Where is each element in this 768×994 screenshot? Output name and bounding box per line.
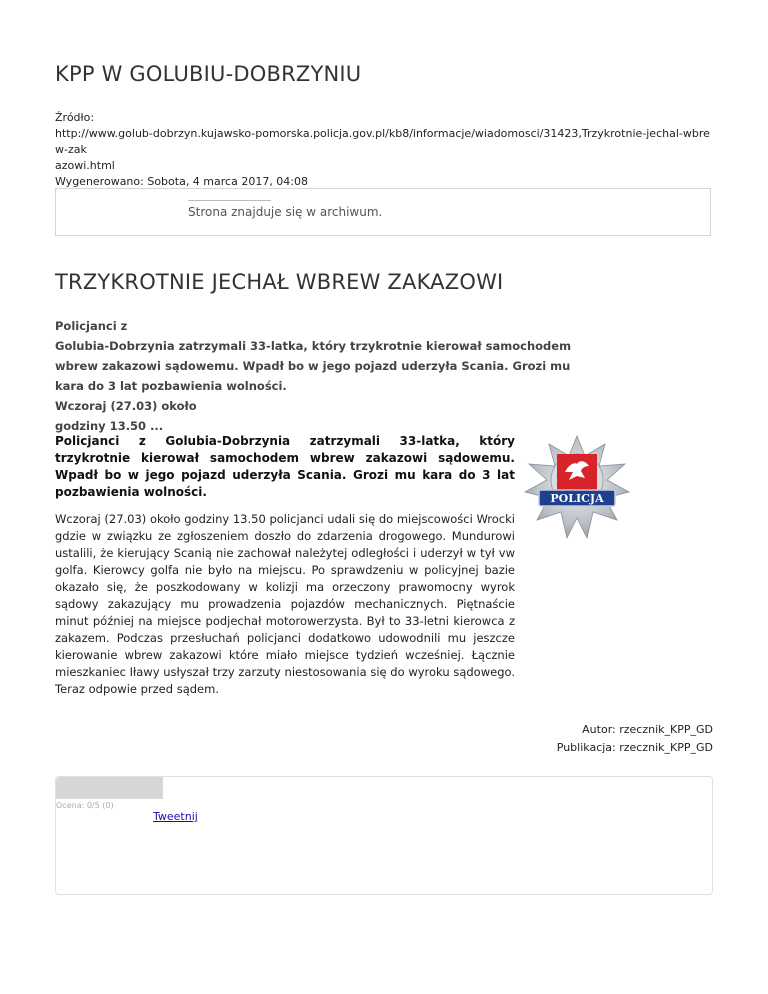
police-badge-image [519,434,635,542]
archive-notice: Strona znajduje się w archiwum. [188,205,383,219]
lead-line: kara do 3 lat pozbawienia wolności. [55,379,287,393]
site-title: KPP W GOLUBIU-DOBRZYNIU [55,62,362,86]
lead-line: godziny 13.50 ... [55,419,164,433]
article-intro: Policjanci z Golubia-Dobrzynia zatrzymali 33-latka, który trzykrotnie kierował samochodem wbrew zakazowi sądowemu. Wpadł bo w jego pojazd uderzyła Scania. Grozi mu kara do 3 lat pozbawienia wolności. [55,434,515,499]
article-body: Wczoraj (27.03) około godziny 13.50 policjanci udali się do miejscowości Wrocki gdzie w związku ze zgłoszeniem doszło do zdarzenia drogowego. Mundurowi ustalili, że kierujący Scanią nie zachował należytej odległości i uderzył w tył vw golfa. Kierowcy golfa nie było na miejscu. Po sprawdzeniu w policyjnej bazie okazało się, że poszkodowany w kolizji ma orzeczony prawomocny wyrok sądowy zakazujący mu prowadzenia pojazdów mechanicznych. Piętnaście minut później na miejsce podjechał motorowerzysta. Był to 33-letni kierowca z zakazem. Podczas przesłuchań policjanci dodatkowo udowodnili mu jeszcze kierowanie wbrew zakazowi które miało miejsce tydzień wcześniej. Łącznie mieszkaniec Iławy usłyszał trzy zarzuty niestosowania się do wyroku sądowego. Teraz odpowie przed sądem. [55,512,515,696]
article-title: TRZYKROTNIE JECHAŁ WBREW ZAKAZOWI [55,270,504,294]
lead-line: wbrew zakazowi sądowemu. Wpadł bo w jego pojazd uderzyła Scania. Grozi mu [55,359,571,373]
rating-box [55,776,713,895]
rating-label: Ocena: 0/5 (0) [56,801,114,810]
article-lead [55,316,595,436]
badge-label: POLICJA [550,492,604,505]
publication: Publikacja: rzecznik_KPP_GD [556,741,713,754]
tweet-link[interactable]: Tweetnij [153,810,198,823]
divider [188,200,271,201]
source-url[interactable]: http://www.golub-dobrzyn.kujawsko-pomorska.policja.gov.pl/kb8/informacje/wiadomosci/31423,Trzykrotnie-jechal-wbrew-zak azowi.html [55,127,710,172]
generated-date: Wygenerowano: Sobota, 4 marca 2017, 04:08 [55,175,309,188]
source-meta [55,110,715,190]
source-label: Źródło: [55,111,95,124]
lead-line: Golubia-Dobrzynia zatrzymali 33-latka, który trzykrotnie kierował samochodem [55,339,572,353]
rating-stars[interactable] [56,777,163,799]
lead-line: Wczoraj (27.03) około [55,399,197,413]
article-author-block [557,721,713,757]
lead-line: Policjanci z [55,319,128,333]
archive-notice-box [55,188,711,236]
author: Autor: rzecznik_KPP_GD [582,723,713,736]
